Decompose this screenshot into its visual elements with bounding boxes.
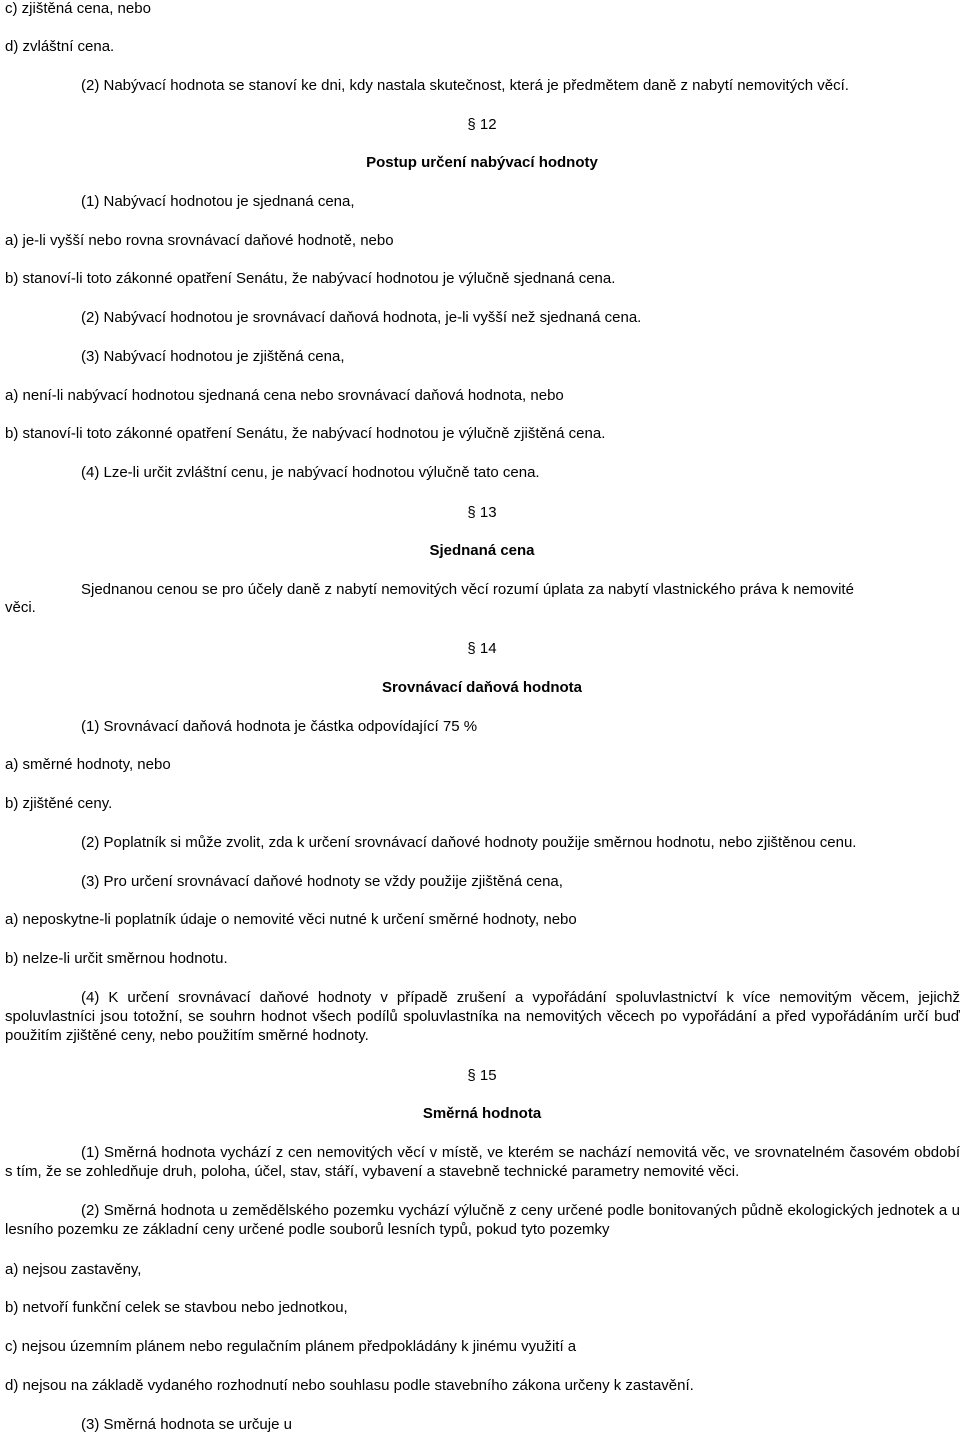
section-title: Sjednaná cena [429, 542, 535, 559]
section-number: § 13 [0, 503, 960, 522]
text-line: c) zjištěná cena, nebo [5, 0, 151, 17]
section-sign-icon [467, 1067, 475, 1084]
section-number: § 15 [0, 1066, 960, 1085]
text-line: b) netvoří funkční celek se stavbou nebo jednotkou, [5, 1299, 348, 1316]
section-sign-icon [467, 116, 475, 133]
section-title: Směrná hodnota [422, 1105, 542, 1122]
text-line: a) není-li nabývací hodnotou sjednaná cena nebo srovnávací daňová hodnota, nebo [5, 387, 564, 404]
text-line: b) zjištěné ceny. [5, 795, 113, 812]
paragraph: (2) Směrná hodnota u zemědělského pozemku vychází výlučně z ceny určené podle bonitovaných půdně ekologických jednotek a u lesního pozemku ze základní ceny určené podle souborů lesních typů, pokud tyto pozemky [5, 1202, 960, 1238]
text-line: b) nelze-li určit směrnou hodnotu. [5, 950, 228, 967]
paragraph: (4) K určení srovnávací daňové hodnoty v případě zrušení a vypořádání spoluvlastnictví k více nemovitým věcem, jejichž spoluvlastníci jsou totožní, se souhrn hodnot všech podílů spoluvlastníka na nemovitých věcech po vypořádání a před vypořádáním určí buď použitím zjištěné ceny, nebo použitím směrné hodnoty. [5, 989, 960, 1044]
text-line: c) nejsou územním plánem nebo regulačním plánem předpokládány k jinému využití a [5, 1338, 577, 1355]
text-line: Sjednanou cenou se pro účely daně z nabytí nemovitých věcí rozumí úplata za nabytí vlastnického práva k nemovité [81, 581, 854, 598]
text-line: a) nejsou zastavěny, [5, 1261, 142, 1278]
paragraph: (1) Směrná hodnota vychází z cen nemovitých věcí v místě, ve kterém se nachází nemovitá věc, ve srovnatelném časovém období s tím, že se zohledňuje druh, poloha, účel, stav, stáří, vybavení a stavebně technické parametry nemovité věci. [5, 1144, 960, 1180]
text-line: d) zvláštní cena. [5, 38, 115, 55]
section-sign-icon [467, 504, 475, 521]
section-number: § 14 [0, 639, 960, 658]
section-number: § 12 [0, 115, 960, 134]
text-line: d) nejsou na základě vydaného rozhodnutí nebo souhlasu podle stavebního zákona určeny k zastavění. [5, 1377, 694, 1394]
section-title: Postup určení nabývací hodnoty [366, 154, 598, 171]
text-line: b) stanoví-li toto zákonné opatření Senátu, že nabývací hodnotou je výlučně zjištěná cena. [5, 425, 606, 442]
text-line: (2) Nabývací hodnota se stanoví ke dni, kdy nastala skutečnost, která je předmětem daně z nabytí nemovitých věcí. [81, 77, 849, 94]
section-title: Srovnávací daňová hodnota [381, 679, 583, 696]
text-line: a) směrné hodnoty, nebo [5, 756, 171, 773]
text-line: (1) Nabývací hodnotou je sjednaná cena, [81, 193, 355, 210]
text-line: (4) Lze-li určit zvláštní cenu, je nabývací hodnotou výlučně tato cena. [81, 464, 540, 481]
text-line: b) stanoví-li toto zákonné opatření Senátu, že nabývací hodnotou je výlučně sjednaná cena. [5, 270, 616, 287]
section-sign-icon [467, 640, 475, 657]
text-line: (2) Nabývací hodnotou je srovnávací daňová hodnota, je-li vyšší než sjednaná cena. [81, 309, 642, 326]
text-line: (2) Poplatník si může zvolit, zda k určení srovnávací daňové hodnoty použije směrnou hodnotu, nebo zjištěnou cenu. [81, 834, 857, 851]
text-line: věci. [5, 599, 36, 616]
text-line: a) je-li vyšší nebo rovna srovnávací daňové hodnotě, nebo [5, 232, 394, 249]
text-line: (3) Směrná hodnota se určuje u [81, 1416, 292, 1433]
text-line: (1) Srovnávací daňová hodnota je částka odpovídající 75 % [81, 718, 478, 735]
text-line: (3) Nabývací hodnotou je zjištěná cena, [81, 348, 345, 365]
text-line: (3) Pro určení srovnávací daňové hodnoty se vždy použije zjištěná cena, [81, 873, 563, 890]
text-line: a) neposkytne-li poplatník údaje o nemovité věci nutné k určení směrné hodnoty, nebo [5, 911, 577, 928]
